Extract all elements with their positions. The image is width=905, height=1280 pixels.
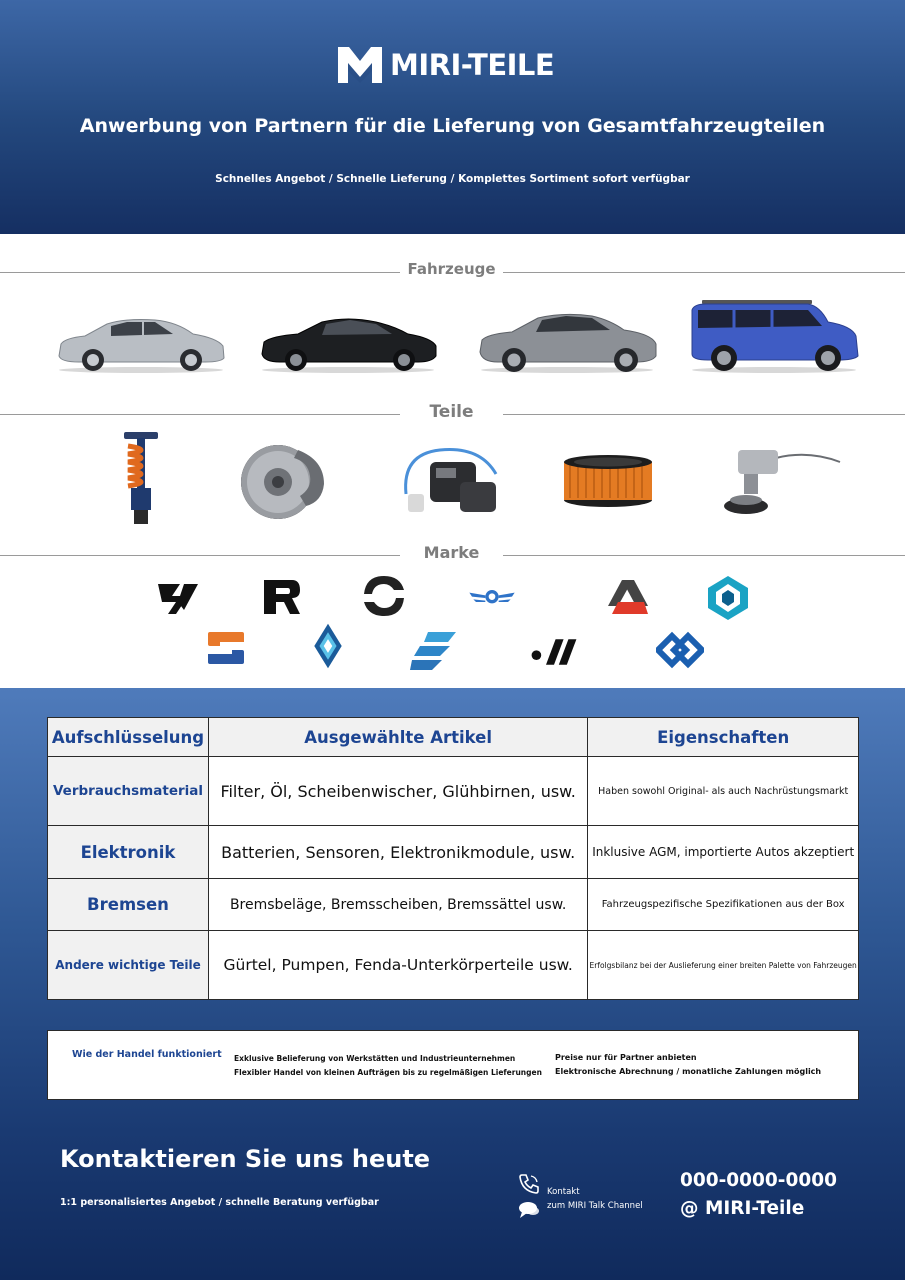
trade-point: Preise nur für Partner anbieten <box>555 1053 697 1062</box>
divider-line <box>503 555 905 556</box>
table-cell-category: Elektronik <box>48 826 209 879</box>
table-cell-items: Gürtel, Pumpen, Fenda-Unterkörperteile usw. <box>208 931 587 1000</box>
phone-icon <box>518 1173 540 1195</box>
table-header-row <box>48 718 859 757</box>
section-divider-vehicles <box>0 260 905 284</box>
brand-logo-6-icon <box>704 574 752 622</box>
section-divider-brands <box>0 543 905 567</box>
contact-title: Kontaktieren Sie uns heute <box>60 1145 431 1173</box>
contact-subtitle: 1:1 personalisiertes Angebot / schnelle Beratung verfügbar <box>60 1197 379 1208</box>
divider-line <box>503 272 905 273</box>
table-row <box>48 931 859 1000</box>
divider-line <box>503 414 905 415</box>
table-cell-category: Verbrauchsmaterial <box>48 757 209 826</box>
table-row <box>48 757 859 826</box>
table-header-breakdown: Aufschlüsselung <box>48 718 209 757</box>
divider-line <box>0 272 400 273</box>
phone-number[interactable]: 000-0000-0000 <box>680 1170 837 1191</box>
electronic-module-icon <box>400 444 504 520</box>
channel-label: zum MIRI Talk Channel <box>547 1201 643 1211</box>
trade-column-2 <box>555 1051 821 1079</box>
channel-handle[interactable]: @ MIRI-Teile <box>680 1198 805 1219</box>
silver-sedan-image <box>55 312 227 374</box>
coilover-shock-icon <box>118 430 164 528</box>
table-cell-properties: Inklusive AGM, importierte Autos akzeptiert <box>588 826 859 879</box>
page-subline: Schnelles Angebot / Schnelle Lieferung / Komplettes Sortiment sofort verfügbar <box>215 173 690 185</box>
sensor-icon <box>718 444 842 520</box>
brand-logo-11-icon <box>656 626 704 674</box>
section-title-vehicles: Fahrzeuge <box>407 260 496 278</box>
brand-logo-8-icon <box>304 622 352 670</box>
brand-logo-4-icon <box>468 574 516 622</box>
table-cell-items: Batterien, Sensoren, Elektronikmodule, usw. <box>208 826 587 879</box>
brand-logo-7-icon <box>204 624 252 672</box>
table-cell-properties: Erfolgsbilanz bei der Auslieferung einer breiten Palette von Fahrzeugen <box>588 931 859 1000</box>
brand-name: MIRI-TEILE <box>390 48 555 82</box>
air-filter-icon <box>562 452 654 508</box>
table-header-items: Ausgewählte Artikel <box>208 718 587 757</box>
table-cell-category: Andere wichtige Teile <box>48 931 209 1000</box>
table-cell-items: Bremsbeläge, Bremsscheiben, Bremssättel usw. <box>208 879 587 931</box>
table-header-properties: Eigenschaften <box>588 718 859 757</box>
section-title-parts: Teile <box>429 402 474 422</box>
brand-logo-5-icon <box>604 574 652 622</box>
black-sedan-image <box>258 314 438 374</box>
contact-label: Kontakt <box>547 1187 580 1197</box>
brake-disc-icon <box>240 440 326 522</box>
contact-icons <box>518 1173 540 1223</box>
header-banner <box>0 0 905 234</box>
table-row <box>48 826 859 879</box>
table-cell-properties: Haben sowohl Original- als auch Nachrüstungsmarkt <box>588 757 859 826</box>
divider-line <box>0 414 400 415</box>
contact-labels <box>547 1185 643 1213</box>
table-cell-properties: Fahrzeugspezifische Spezifikationen aus der Box <box>588 879 859 931</box>
table-row <box>48 879 859 931</box>
chat-icon <box>518 1199 540 1219</box>
trade-point: Flexibler Handel von kleinen Aufträgen bis zu regelmäßigen Lieferungen <box>234 1068 542 1077</box>
brand-logo-1-icon <box>154 574 202 622</box>
brand-logo-3-icon <box>360 572 408 620</box>
gray-coupe-image <box>476 310 658 374</box>
section-title-brands: Marke <box>423 543 480 562</box>
page-headline: Anwerbung von Partnern für die Lieferung von Gesamtfahrzeugteilen <box>79 115 826 137</box>
trade-point: Elektronische Abrechnung / monatliche Zahlungen möglich <box>555 1067 822 1076</box>
logo-mark-icon <box>336 45 384 85</box>
breakdown-table <box>47 717 859 1000</box>
divider-line <box>0 555 400 556</box>
brand-logo-10-icon <box>530 628 578 676</box>
section-divider-parts <box>0 402 905 426</box>
trade-point: Exklusive Belieferung von Werkstätten und Industrieunternehmen <box>234 1054 516 1063</box>
blue-suv-image <box>688 298 860 374</box>
trade-info-box <box>47 1030 859 1100</box>
trade-title: Wie der Handel funktioniert <box>72 1049 222 1060</box>
brand-logo-9-icon <box>410 626 458 674</box>
table-cell-items: Filter, Öl, Scheibenwischer, Glühbirnen, usw. <box>208 757 587 826</box>
logo <box>336 44 554 86</box>
table-cell-category: Bremsen <box>48 879 209 931</box>
trade-column-1 <box>234 1052 542 1080</box>
brand-logo-2-icon <box>258 574 306 622</box>
